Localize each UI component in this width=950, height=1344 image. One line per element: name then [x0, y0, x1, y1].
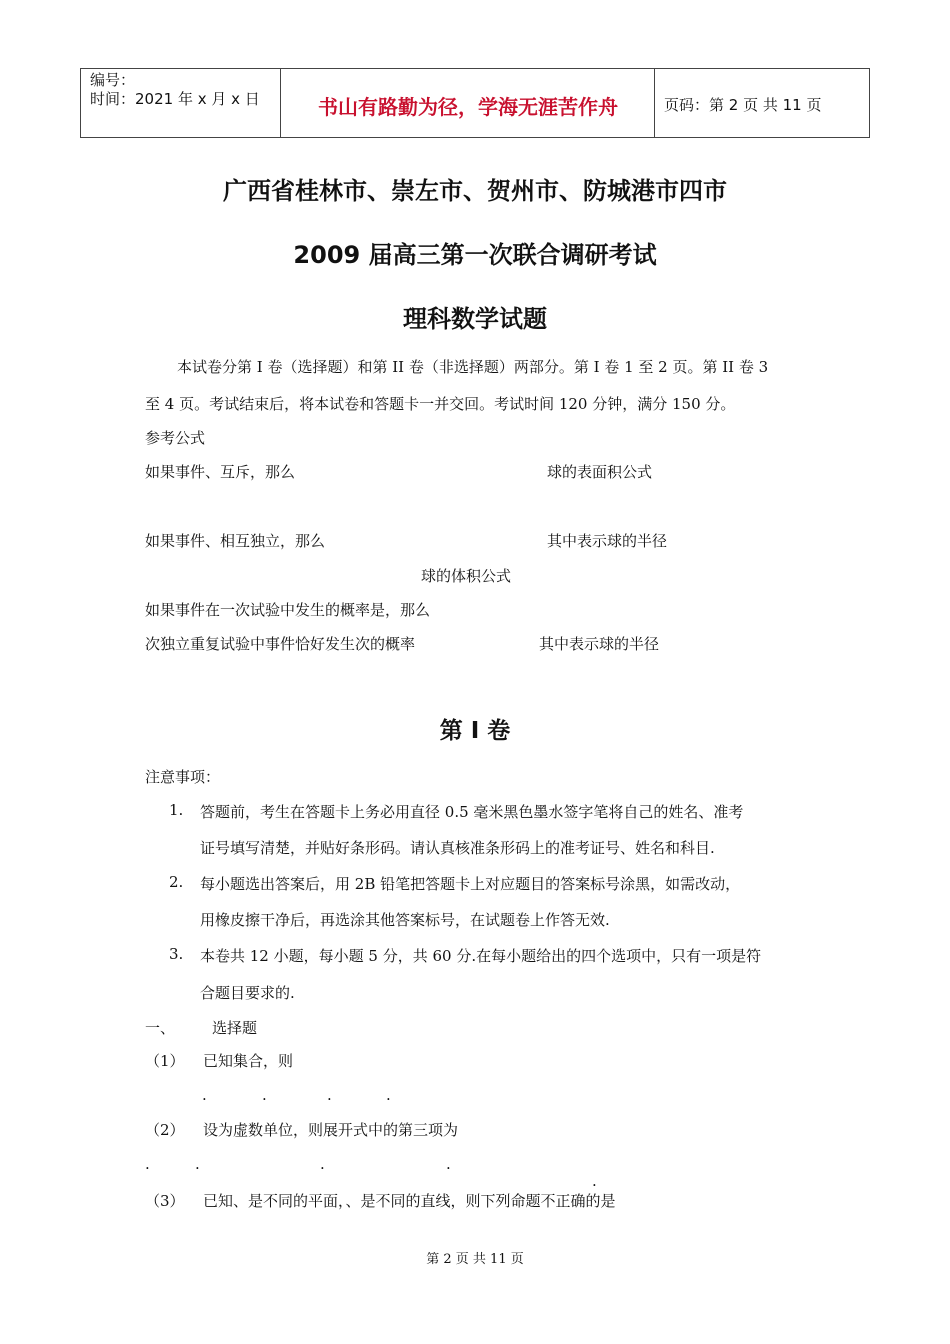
note-3-line-1: 本卷共 12 小题，每小题 5 分，共 60 分.在每小题给出的四个选项中，只有一项是符 [200, 947, 762, 965]
formula-right-1: 球的表面积公式 [547, 463, 653, 481]
divider [654, 69, 655, 137]
formula-left-5: 次独立重复试验中事件恰好发生次的概率 [145, 635, 416, 653]
title-line-2: 2009 届高三第一次联合调研考试 [293, 241, 657, 269]
formula-center-3: 球的体积公式 [421, 567, 512, 585]
divider [869, 69, 870, 137]
formula-left-1: 如果事件、互斥，那么 [145, 463, 296, 481]
option-marker: . [320, 1155, 325, 1173]
part-number: 一、 [145, 1019, 176, 1037]
formula-left-2: 如果事件、相互独立，那么 [145, 532, 326, 550]
note-number: 3. [169, 945, 184, 963]
code-label: 编号： [90, 71, 136, 89]
note-1-line-2: 证号填写清楚，并贴好条形码。请认真核准条形码上的准考证号、姓名和科目. [200, 839, 715, 857]
title-line-1: 广西省桂林市、崇左市、贺州市、防城港市四市 [223, 177, 727, 205]
question-1-text: 已知集合，则 [203, 1052, 294, 1070]
divider [280, 69, 281, 137]
option-marker: . [386, 1086, 391, 1104]
option-marker: . [145, 1155, 150, 1173]
time-label: 时间：2021 年 x 月 x 日 [90, 90, 260, 108]
note-1-line-1: 答题前，考生在答题卡上务必用直径 0.5 毫米黑色墨水签字笔将自己的姓名、准考 [200, 803, 744, 821]
motto: 书山有路勤为径，学海无涯苦作舟 [318, 95, 618, 119]
notes-heading: 注意事项： [145, 768, 221, 786]
question-3-text: 已知、是不同的平面，、是不同的直线，则下列命题不正确的是 [203, 1192, 616, 1210]
note-2-line-2: 用橡皮擦干净后，再选涂其他答案标号，在试题卷上作答无效. [200, 911, 610, 929]
header-meta [90, 71, 260, 109]
emphasis-dot: . [592, 1172, 597, 1190]
section-title: 第 I 卷 [439, 718, 511, 744]
formula-right-5: 其中表示球的半径 [539, 635, 660, 653]
question-2-number: （2） [145, 1121, 185, 1139]
option-marker: . [202, 1086, 207, 1104]
note-number: 1. [169, 801, 184, 819]
note-2-line-1: 每小题选出答案后，用 2B 铅笔把答题卡上对应题目的答案标号涂黑，如需改动， [200, 875, 741, 893]
note-number: 2. [169, 873, 184, 891]
option-marker: . [195, 1155, 200, 1173]
header-table [80, 68, 870, 138]
divider [80, 69, 81, 137]
part-label: 选择题 [212, 1019, 258, 1037]
note-3-line-2: 合题目要求的. [200, 984, 295, 1002]
option-marker: . [262, 1086, 267, 1104]
title-line-3: 理科数学试题 [403, 305, 547, 333]
intro-line-2: 至 4 页。考试结束后，将本试卷和答题卡一并交回。考试时间 120 分钟，满分 150 分。 [145, 395, 736, 413]
question-1-number: （1） [145, 1052, 185, 1070]
formula-left-4: 如果事件在一次试验中发生的概率是，那么 [145, 601, 431, 619]
question-2-text: 设为虚数单位，则展开式中的第三项为 [203, 1121, 459, 1139]
page-info: 页码：第 2 页 共 11 页 [664, 96, 822, 114]
option-marker: . [327, 1086, 332, 1104]
intro-line-1: 本试卷分第 I 卷（选择题）和第 II 卷（非选择题）两部分。第 I 卷 1 至 2 页。第 II 卷 3 [177, 358, 769, 376]
question-3-number: （3） [145, 1192, 185, 1210]
formula-right-2: 其中表示球的半径 [547, 532, 668, 550]
option-marker: . [446, 1155, 451, 1173]
formulas-heading: 参考公式 [145, 429, 206, 447]
page-footer: 第 2 页 共 11 页 [426, 1252, 524, 1267]
